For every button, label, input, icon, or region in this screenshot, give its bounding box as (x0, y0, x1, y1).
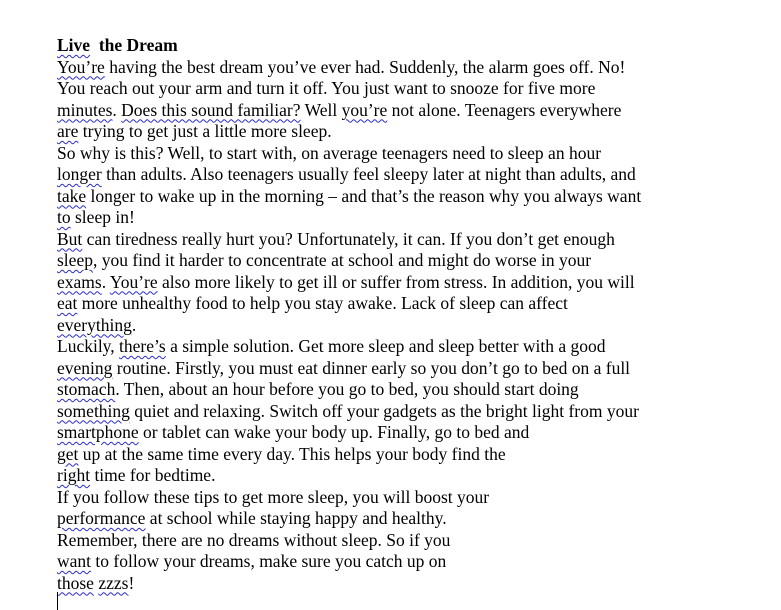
text-run: routine. Firstly, you must eat dinner early so you don’t go to bed on a full (112, 357, 631, 378)
text-run: time for bedtime. (90, 465, 216, 485)
document-body[interactable] (57, 35, 757, 594)
text-run: quiet and relaxing. Switch off your gadgets as the bright light from your (129, 400, 639, 421)
text-line (57, 293, 757, 315)
flagged-word: those (57, 572, 94, 593)
flagged-word: everything (57, 314, 132, 335)
text-run: Remember, there are no dreams without sleep. So if you (57, 529, 451, 550)
flagged-word: get (57, 443, 79, 464)
text-run: sleep in! (70, 207, 135, 227)
text-line (57, 207, 757, 229)
text-run: . (131, 314, 137, 335)
text-line (57, 229, 757, 251)
flagged-word: performance (57, 508, 146, 528)
flagged-word: You’re (57, 56, 105, 77)
text-line (57, 465, 757, 487)
text-line (57, 508, 757, 530)
flagged-word: want (57, 551, 92, 571)
flagged-word: exams (57, 271, 102, 292)
text-run: . (101, 271, 110, 292)
text-run: also more likely to get ill or suffer from stress. In addition, you will (157, 271, 635, 292)
flagged-word: Does this sound familiar? (121, 99, 301, 120)
flagged-word: are (57, 121, 79, 141)
text-run: than adults. Also teenagers usually feel sleepy later at night than adults, and (101, 164, 636, 184)
text-line (57, 164, 757, 186)
text-line (57, 444, 757, 466)
flagged-word: to (57, 207, 71, 227)
text-line (57, 530, 757, 552)
flagged-word: You’re (109, 271, 158, 292)
text-line (57, 143, 757, 165)
text-line (57, 272, 757, 294)
title-word: the (90, 35, 127, 55)
flagged-word: longer (57, 164, 102, 184)
text-run: having the best dream you’ve ever had. Suddenly, the alarm goes off. No! (104, 56, 626, 77)
flagged-word: evening (57, 357, 113, 378)
text-run: trying to get just a little more sleep. (78, 121, 332, 141)
text-line (57, 336, 757, 358)
text-line (57, 379, 757, 401)
flagged-word: right (57, 465, 91, 485)
document-text[interactable] (57, 57, 757, 595)
text-run: , you find it harder to concentrate at school and might do worse in your (92, 250, 592, 270)
flagged-word: stomach (57, 379, 116, 399)
text-line (57, 186, 757, 208)
text-line (57, 315, 757, 337)
text-run: . Then, about an hour before you go to bed, you should start doing (115, 379, 579, 399)
text-run: not alone. Teenagers everywhere (387, 99, 622, 120)
flagged-word: something (57, 400, 130, 421)
flagged-word: there’s (119, 336, 166, 356)
text-line (57, 57, 757, 79)
text-line (57, 422, 757, 444)
flagged-word: take (57, 185, 87, 206)
text-line (57, 121, 757, 143)
text-run: Luckily, (57, 336, 120, 356)
text-line (57, 573, 757, 595)
text-run: So why is this? Well, to start with, on average teenagers need to sleep an hour (57, 142, 602, 163)
flagged-word: zzzs (98, 572, 129, 593)
text-line (57, 401, 757, 423)
text-line (57, 100, 757, 122)
text-run: up at the same time every day. This helps your body find the (78, 443, 506, 464)
text-run: a simple solution. Get more sleep and sleep better with a good (165, 336, 606, 356)
text-run: to follow your dreams, make sure you catch up on (91, 551, 447, 571)
text-run: more unhealthy food to help you stay awake. Lack of sleep can affect (77, 293, 568, 313)
text-line (57, 551, 757, 573)
text-run: or tablet can wake your body up. Finally, go to bed and (138, 422, 530, 442)
text-run: at school while staying happy and healthy. (145, 508, 447, 528)
text-run: Well (300, 99, 342, 120)
text-line (57, 487, 757, 509)
flagged-word: eat (57, 293, 78, 313)
text-run: ! (128, 572, 135, 593)
text-line (57, 358, 757, 380)
flagged-word: But (57, 228, 83, 249)
text-run: longer to wake up in the morning – and that’s the reason why you always want (86, 185, 642, 206)
text-run: can tiredness really hurt you? Unfortunately, it can. If you don’t get enough (82, 228, 615, 249)
text-run: . (112, 99, 122, 120)
text-cursor (57, 592, 58, 610)
flagged-word: sleep (57, 250, 93, 270)
text-line (57, 250, 757, 272)
text-run: If you follow these tips to get more sleep, you will boost your (57, 486, 490, 507)
flagged-word: you’re (341, 99, 388, 120)
text-line (57, 78, 757, 100)
text-run: You reach out your arm and turn it off. You just want to snooze for five more (57, 78, 596, 98)
title-word-flagged: Live (57, 35, 91, 55)
flagged-word: minutes (57, 99, 113, 120)
title-word: Dream (126, 35, 178, 55)
document-title (57, 35, 757, 57)
flagged-word: smartphone (57, 422, 139, 442)
